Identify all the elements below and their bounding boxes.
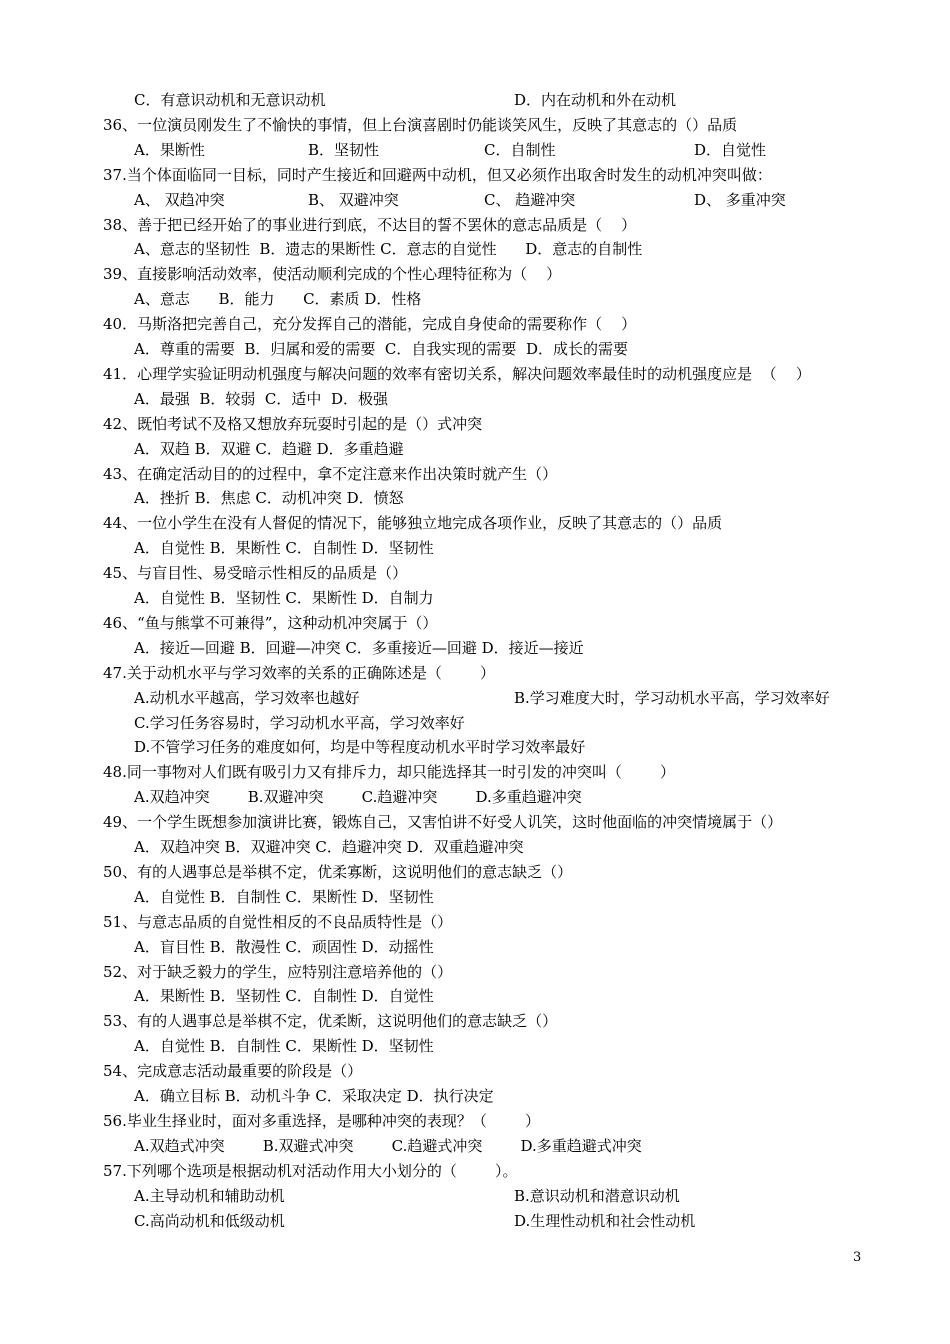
option-a: C.高尚动机和低级动机 <box>134 1212 285 1230</box>
options-line: A、意志 B．能力 C．素质 D．性格 <box>134 290 422 308</box>
question-text: 44、一位小学生在没有人督促的情况下，能够独立地完成各项作业，反映了其意志的（）品质 <box>103 514 723 532</box>
question-text: 53、有的人遇事总是举棋不定，优柔断，这说明他们的意志缺乏（） <box>103 1012 558 1030</box>
options-row <box>134 688 894 708</box>
question-text: 41．心理学实验证明动机强度与解决问题的效率有密切关系，解决问题效率最佳时的动机强度应是 （ ） <box>103 365 811 383</box>
option-d: D、 多重冲突 <box>694 191 786 209</box>
question-text: 56.毕业生择业时，面对多重选择，是哪种冲突的表现？（ ） <box>103 1112 541 1130</box>
question-text: 40．马斯洛把完善自己，充分发挥自己的潜能，完成自身使命的需要称作（ ） <box>103 315 637 333</box>
question-text: 54、完成意志活动最重要的阶段是（） <box>103 1062 363 1080</box>
page-number: 3 <box>853 1250 862 1265</box>
question-text: 42、既怕考试不及格又想放弃玩耍时引起的是（）式冲突 <box>103 415 483 433</box>
question-text: 49、一个学生既想参加演讲比赛，锻炼自己，又害怕讲不好受人讥笑，这时他面临的冲突情境属于（） <box>103 813 783 831</box>
options-line: A．接近—回避 B．回避—冲突 C．多重接近—回避 D．接近—接近 <box>134 639 584 657</box>
option-a: A.动机水平越高，学习效率也越好 <box>134 689 360 707</box>
option-d: D．自觉性 <box>694 141 767 159</box>
option-b: B．坚韧性 <box>308 141 380 159</box>
options-row <box>134 140 894 160</box>
options-line: A．尊重的需要 B．归属和爱的需要 C．自我实现的需要 D．成长的需要 <box>134 340 628 358</box>
options-row <box>134 190 894 210</box>
options-line: A、意志的坚韧性 B．遗志的果断性 C．意志的自觉性 D．意志的自制性 <box>134 240 643 258</box>
option-a: C．有意识动机和无意识动机 <box>134 91 326 109</box>
option-c: C、 趋避冲突 <box>484 191 576 209</box>
question-text: 37.当个体面临同一目标，同时产生接近和回避两中动机，但又必须作出取舍时发生的动机冲突叫做： <box>103 166 772 184</box>
question-text: 52、对于缺乏毅力的学生，应特别注意培养他的（） <box>103 963 453 981</box>
options-line: D.不管学习任务的难度如何，均是中等程度动机水平时学习效率最好 <box>134 738 586 756</box>
question-text: 46、“鱼与熊掌不可兼得”，这种动机冲突属于（） <box>103 614 438 632</box>
options-row <box>134 1211 894 1231</box>
option-b: B.意识动机和潜意识动机 <box>514 1187 680 1205</box>
options-line: A．盲目性 B．散漫性 C．顽固性 D．动摇性 <box>134 938 434 956</box>
question-text: 48.同一事物对人们既有吸引力又有排斥力，却只能选择其一时引发的冲突叫（ ） <box>103 763 676 781</box>
options-line: A.双趋冲突 B.双避冲突 C.趋避冲突 D.多重趋避冲突 <box>134 788 582 806</box>
options-line: A．最强 B．较弱 C．适中 D．极强 <box>134 390 388 408</box>
options-line: A．双趋 B．双避 C．趋避 D．多重趋避 <box>134 440 404 458</box>
options-line: A．自觉性 B．坚韧性 C．果断性 D．自制力 <box>134 589 434 607</box>
question-text: 47.关于动机水平与学习效率的关系的正确陈述是（ ） <box>103 664 496 682</box>
option-c: C．自制性 <box>484 141 556 159</box>
question-text: 51、与意志品质的自觉性相反的不良品质特性是（） <box>103 913 453 931</box>
option-b: B、 双避冲突 <box>308 191 399 209</box>
option-a: A.主导动机和辅助动机 <box>134 1187 285 1205</box>
options-line: A．果断性 B．坚韧性 C．自制性 D．自觉性 <box>134 987 434 1005</box>
question-text: 36、一位演员刚发生了不愉快的事情，但上台演喜剧时仍能谈笑风生，反映了其意志的（）品质 <box>103 116 738 134</box>
question-text: 43、在确定活动目的的过程中，拿不定注意来作出决策时就产生（） <box>103 465 558 483</box>
options-row <box>134 1186 894 1206</box>
options-line: A．确立目标 B．动机斗争 C．采取决定 D．执行决定 <box>134 1087 494 1105</box>
option-b: B.学习难度大时，学习动机水平高，学习效率好 <box>514 689 830 707</box>
options-line: A.双趋式冲突 B.双避式冲突 C.趋避式冲突 D.多重趋避式冲突 <box>134 1137 642 1155</box>
question-text: 50、有的人遇事总是举棋不定，优柔寡断，这说明他们的意志缺乏（） <box>103 863 573 881</box>
question-text: 57.下列哪个选项是根据动机对活动作用大小划分的（ ）。 <box>103 1162 518 1180</box>
options-line: A．自觉性 B．果断性 C．自制性 D．坚韧性 <box>134 539 434 557</box>
options-row <box>134 90 894 110</box>
options-line: A．双趋冲突 B．双避冲突 C．趋避冲突 D．双重趋避冲突 <box>134 838 524 856</box>
options-line: C.学习任务容易时，学习动机水平高，学习效率好 <box>134 714 465 732</box>
option-b: D.生理性动机和社会性动机 <box>514 1212 696 1230</box>
option-a: A．果断性 <box>134 141 205 159</box>
question-text: 38、善于把已经开始了的事业进行到底，不达目的誓不罢休的意志品质是（ ） <box>103 216 637 234</box>
options-line: A．自觉性 B．自制性 C．果断性 D．坚韧性 <box>134 1037 434 1055</box>
question-text: 39、直接影响活动效率，使活动顺利完成的个性心理特征称为（ ） <box>103 265 562 283</box>
options-line: A．自觉性 B．自制性 C．果断性 D．坚韧性 <box>134 888 434 906</box>
question-text: 45、与盲目性、易受暗示性相反的品质是（） <box>103 564 408 582</box>
options-line: A．挫折 B．焦虑 C．动机冲突 D．愤怒 <box>134 489 404 507</box>
option-b: D．内在动机和外在动机 <box>514 91 677 109</box>
option-a: A、 双趋冲突 <box>134 191 225 209</box>
